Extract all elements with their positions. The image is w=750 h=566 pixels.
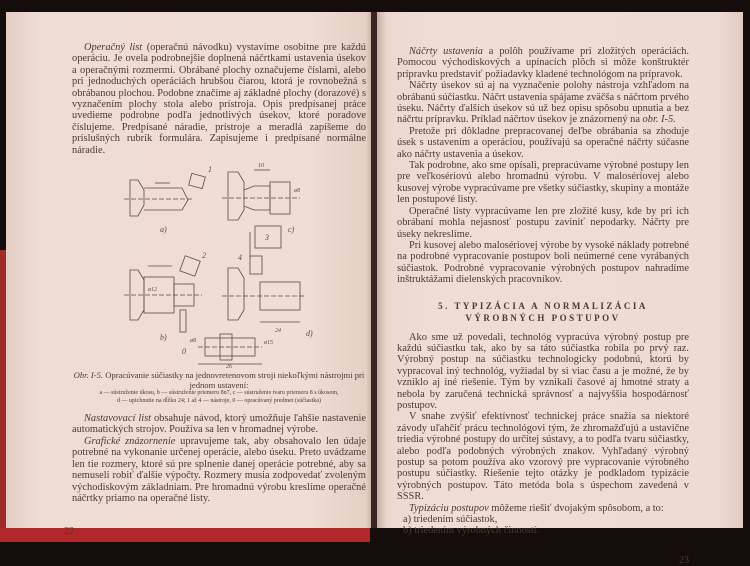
dim: 26 bbox=[226, 364, 232, 369]
right-page bbox=[377, 12, 743, 566]
term: Typizáciu postupov bbox=[409, 502, 489, 514]
figure-label-0: 0 bbox=[182, 347, 186, 357]
right-text-bottom bbox=[397, 332, 689, 537]
paragraph bbox=[397, 46, 689, 80]
paragraph: Pri kusovej alebo malosériovej výrobe by vysoké náklady potrebné na podrobné vypracovanie postupov boli neúmerné cene vyrábaných súčiastok. Podrobné vypracovanie výrobných postupov nahradíme inštruktážami dielenských pracovníkov. bbox=[397, 239, 689, 286]
paragraph bbox=[397, 80, 689, 126]
right-text-top bbox=[397, 46, 689, 286]
paragraph-text: upravujeme tak, aby obsahovalo len údaje potrebné na vykonanie určenej operácie, alebo úseku. Preto uvádzame len tie rozmery, ktoré sú pre splnenie danej operácie potrebné, aby sa nemuseli robiť ďalšie výpočty. Rozmery musia zodpovedať zvoleným východiskovým základniam. Pre hromadnú výrobu kreslíme operačné náčrtky priamo na operačné listy. bbox=[72, 435, 366, 504]
dim: 24 bbox=[275, 328, 281, 335]
figure-legend-2: d — upichnutie na dĺžku 24; 1 až 4 — nástroje, 0 — opracúvaný predmet (súčiastka) bbox=[117, 397, 321, 404]
figure-label-b: b) bbox=[160, 333, 167, 343]
paragraph: Ako sme už povedali, technológ vypracúva výrobný postup pre každú súčiastku tak, ako by sa táto súčiastka robila po prvý raz. Výrobný postup na súčiastku technologicky podobnú, ktorú by vypracoval iný technológ, vyžiadal by si viac času a je možné, že by vzniklo aj iné riešenie. Tým by vznikali časové aj hmotné straty a nebola by zaručená technická správnosť a najvyššia hospodárnosť postupov. bbox=[397, 331, 689, 411]
tool-1: 1 bbox=[208, 165, 212, 175]
figure-legend-1: a — sústruženie úkosu, b — sústruženie priemeru 8n7, c — sústruženie tvaru priemeru 8 s úkosom, bbox=[99, 390, 339, 397]
paragraph: Operačné listy vypracúvame len pre zložité kusy, kde by pri ich obrábaní mohla nejasnosť postupu zaviniť nepodarky. Náčrty pre úseky nekreslíme. bbox=[397, 205, 689, 240]
section-heading bbox=[397, 300, 689, 324]
term: Nastavovací list bbox=[84, 413, 152, 425]
technical-figure bbox=[110, 160, 330, 368]
figure-label-c: c) bbox=[288, 225, 295, 235]
paragraph-text: (operačnú návodku) vystavíme osobitne pre každú operáciu. Je ovela podrobnejšie doplnená náčrtkami ustavenia úsekov a operačnými rozmermi. Obrábané plochy označujeme číslami, alebo pri jednoduchých operáciách hrubšou čiarou, ktorá je rovnobežná s obrábanou plochou. Podobne značíme aj základné plochy (dorazové) s vyznačením plochy stola alebo prístroja. Opis predpísanej práce uvedieme podrobne podľa jednotlivých úsekov, ktoré poradove číslujeme. Predpísané náradie, prístroje a meradlá zapíšeme do príslušných rubrík formulára. Zapisujeme i predpísané normálne náradie. bbox=[72, 42, 366, 156]
dim: ø12 bbox=[148, 287, 157, 294]
tool-2: 2 bbox=[202, 251, 206, 261]
figure-number: Obr. I-5. bbox=[73, 370, 104, 381]
paragraph bbox=[72, 436, 366, 504]
dim: ø8 bbox=[190, 338, 196, 345]
paragraph: Tak podrobne, ako sme opísali, prepracúvame výrobné postupy len pre veľkosériovú alebo hromadnú výrobu. V malosériovej alebo kusovej výrobe vypracúvame pre všetky súčiastky, skupiny a montáže len postupové listy. bbox=[397, 160, 689, 206]
paragraph: Pretože pri dôkladne prepracovanej deľbe obrábania sa zhoduje úsek s ustavením a operáciou, používajú sa operačné náčrty súčasne ako náčrty ustavenia a úsekov. bbox=[397, 125, 689, 160]
page-number-left: 22 bbox=[64, 526, 74, 538]
paragraph: V snahe zvýšiť efektívnosť technickej práce snažia sa niektoré závody uľahčiť prácu technológovi tým, že zhromažďujú a ustavične triedia výrobné postupy do určitej sústavy, a to podľa tvaru súčiastky, alebo podľa podobných výrobných znakov. Vyhľadaný výrobný postup sa potom používa ako vzorový pre vypracovanie výrobného postupu súčiastky. Riešenie tejto otázky je podkladom typizácie výrobných postupov. Táto metóda bola s úspechom zavedená v SSSR. bbox=[397, 411, 689, 503]
figure-caption-block bbox=[72, 370, 366, 405]
paragraph-text: a polôh používame pri zložitých operáciách. Pomocou východiskových a upínacích plôch si môže konštruktér prípravku predstaviť požiadavky kladené technológom na prípravok. bbox=[397, 46, 689, 80]
paragraph bbox=[397, 503, 689, 514]
list-item: a) triedením súčiastok, bbox=[403, 514, 498, 526]
tool-4: 4 bbox=[238, 253, 242, 263]
figure-label-a: a) bbox=[160, 225, 167, 235]
paragraph-text: môžeme riešiť dvojakým spôsobom, a to: bbox=[491, 502, 664, 514]
tool-3: 3 bbox=[265, 233, 269, 243]
paragraph bbox=[72, 42, 366, 156]
heading-line-1: 5. TYPIZÁCIA A NORMALIZÁCIA bbox=[438, 300, 648, 311]
dim: 10 bbox=[258, 163, 264, 170]
list-item: b) triedením výrobných činností. bbox=[403, 525, 540, 537]
dim: ø15 bbox=[264, 340, 273, 347]
caption-text: Opracúvanie súčiastky na jednovretenovom stroji niekoľkými nástrojmi pri jednom ustavení: bbox=[105, 370, 365, 391]
left-page bbox=[6, 12, 372, 538]
left-text-bottom bbox=[72, 413, 366, 504]
figure-reference: obr. I-5. bbox=[642, 114, 676, 126]
figure-container bbox=[72, 160, 366, 368]
paragraph-text: Náčrty úsekov sú aj na vyznačenie polohy nástroja vzhľadom na obrábanú súčiastku. Náčrt ustavenia spájame zväčša s náčrtom prvého úseku. Náčrty ďalších úsekov sú už bez opisu spôsobu upnutia a bez náčrtu prípravku. Príklad náčrtov úsekov je znázornený na bbox=[397, 80, 689, 126]
paragraph bbox=[72, 413, 366, 436]
term: Grafické znázornenie bbox=[84, 435, 176, 447]
figure-label-d: d) bbox=[306, 329, 313, 339]
term: Náčrty ustavenia bbox=[409, 46, 483, 57]
dim: ø8 bbox=[294, 188, 300, 195]
term: Operačný list bbox=[84, 42, 143, 53]
left-text-top bbox=[72, 42, 366, 156]
heading-line-2: VÝROBNÝCH POSTUPOV bbox=[465, 312, 621, 323]
page-number-right: 23 bbox=[679, 554, 689, 566]
figure-caption bbox=[72, 370, 366, 390]
paragraph-text: obsahuje návod, ktorý umožňuje ľahšie nastavenie automatických strojov. Používa sa len v hromadnej výrobe. bbox=[72, 413, 366, 436]
